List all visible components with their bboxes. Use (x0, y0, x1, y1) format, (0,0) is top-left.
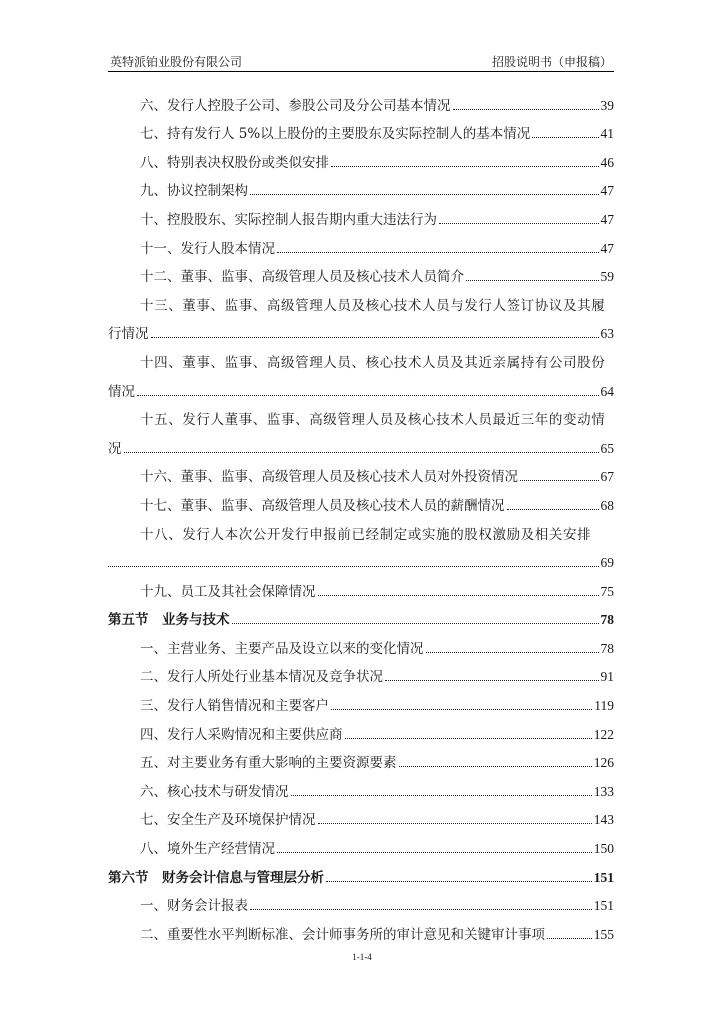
toc-leader-dots (385, 680, 599, 681)
toc-entry-title: 二、发行人所处行业基本情况及竞争状况 (140, 669, 383, 686)
toc-leader-dots (108, 566, 599, 567)
toc-leader-dots (466, 280, 599, 281)
toc-leader-dots (137, 395, 599, 396)
toc-leader-dots (547, 938, 592, 939)
toc-entry-title: 五、对主要业务有重大影响的主要资源要素 (140, 755, 397, 772)
toc-leader-dots (453, 109, 599, 110)
toc-leader-dots (520, 480, 599, 481)
toc-entry-page: 150 (593, 841, 614, 857)
toc-entry-title-line1: 十三、董事、监事、高级管理人员及核心技术人员与发行人签订协议及其履 (140, 297, 606, 314)
toc-entry-continuation[interactable] (108, 543, 614, 572)
toc-entry-page: 126 (593, 755, 614, 771)
toc-leader-dots (250, 194, 599, 195)
toc-entry[interactable] (108, 114, 614, 143)
toc-leader-dots (124, 452, 599, 453)
toc-entry-page: 59 (600, 269, 614, 285)
toc-entry-page: 47 (600, 183, 614, 199)
toc-leader-dots (331, 166, 599, 167)
toc-entry-page: 63 (600, 326, 614, 342)
toc-entry[interactable] (108, 342, 614, 371)
toc-leader-dots (277, 252, 599, 253)
toc-entry[interactable] (108, 85, 614, 114)
toc-entry[interactable] (108, 771, 614, 800)
toc-entry-page: 155 (593, 926, 614, 942)
toc-entry-page: 41 (600, 126, 614, 142)
toc-entry-page: 143 (593, 812, 614, 828)
toc-entry-page: 68 (600, 497, 614, 513)
toc-entry-title-line2: 行情况 (108, 326, 149, 343)
toc-leader-dots (331, 709, 592, 710)
company-name: 英特派铂业股份有限公司 (110, 55, 243, 69)
toc-entry-continuation[interactable] (108, 428, 614, 457)
toc-entry-page: 91 (600, 669, 614, 685)
toc-entry[interactable] (108, 571, 614, 600)
toc-entry-title: 八、特别表决权股份或类似安排 (140, 154, 329, 171)
toc-entry-title: 六、核心技术与研发情况 (140, 783, 289, 800)
toc-leader-dots (318, 595, 599, 596)
toc-entry[interactable] (108, 628, 614, 657)
toc-entry-title: 九、协议控制架构 (140, 183, 248, 200)
toc-entry[interactable] (108, 457, 614, 486)
toc-entry[interactable] (108, 714, 614, 743)
toc-entry-page: 78 (600, 612, 614, 628)
page-header (108, 50, 614, 72)
toc-leader-dots (439, 223, 599, 224)
toc-leader-dots (532, 137, 598, 138)
toc-entry[interactable] (108, 257, 614, 286)
toc-entry[interactable] (108, 171, 614, 200)
toc-section-heading[interactable] (108, 857, 614, 886)
toc-entry-title: 第六节 财务会计信息与管理层分析 (108, 869, 324, 886)
toc-entry[interactable] (108, 228, 614, 257)
toc-entry-page: 39 (600, 97, 614, 113)
toc-leader-dots (250, 909, 592, 910)
toc-entry-page: 151 (593, 869, 614, 885)
toc-leader-dots (426, 652, 599, 653)
toc-entry[interactable] (108, 485, 614, 514)
toc-entry-continuation[interactable] (108, 314, 614, 343)
toc-entry[interactable] (108, 285, 614, 314)
toc-leader-dots (151, 337, 599, 338)
toc-leader-dots (399, 766, 592, 767)
toc-entry[interactable] (108, 657, 614, 686)
toc-entry-title: 一、财务会计报表 (140, 898, 248, 915)
toc-entry-title: 六、发行人控股子公司、参股公司及分公司基本情况 (140, 97, 451, 114)
toc-entry-title-line1: 十八、发行人本次公开发行申报前已经制定或实施的股权激励及相关安排 (140, 526, 592, 543)
toc-entry-title-line1: 十五、发行人董事、监事、高级管理人员及核心技术人员最近三年的变动情 (140, 412, 606, 429)
toc-entry[interactable] (108, 400, 614, 429)
toc-entry-page: 78 (600, 640, 614, 656)
toc-entry[interactable] (108, 142, 614, 171)
toc-entry-title: 十九、员工及其社会保障情况 (140, 583, 316, 600)
toc-leader-dots (291, 795, 592, 796)
toc-entry-page: 119 (594, 698, 614, 714)
page-number: 1-1-4 (352, 952, 372, 962)
toc-entry-title: 十六、董事、监事、高级管理人员及核心技术人员对外投资情况 (140, 469, 518, 486)
toc-leader-dots (345, 738, 592, 739)
toc-entry-page: 151 (593, 898, 614, 914)
toc-entry-continuation[interactable] (108, 371, 614, 400)
toc-leader-dots (277, 852, 592, 853)
toc-entry-page: 65 (600, 440, 614, 456)
toc-entry-title: 十二、董事、监事、高级管理人员及核心技术人员简介 (140, 269, 464, 286)
toc-entry[interactable] (108, 800, 614, 829)
toc-leader-dots (232, 623, 599, 624)
toc-entry-title: 十一、发行人股本情况 (140, 240, 275, 257)
toc-entry-title: 四、发行人采购情况和主要供应商 (140, 726, 343, 743)
toc-leader-dots (326, 881, 592, 882)
toc-entry-page: 46 (600, 154, 614, 170)
toc-leader-dots (507, 509, 599, 510)
toc-entry-title-line2: 情况 (108, 383, 135, 400)
toc-entry-page: 67 (600, 469, 614, 485)
toc-entry-title: 三、发行人销售情况和主要客户 (140, 698, 329, 715)
toc-entry-title: 八、境外生产经营情况 (140, 841, 275, 858)
toc-entry-title: 七、安全生产及环境保护情况 (140, 812, 316, 829)
toc-entry-title-line1: 十四、董事、监事、高级管理人员、核心技术人员及其近亲属持有公司股份 (140, 354, 606, 371)
toc-entry[interactable] (108, 914, 614, 943)
toc-entry-page: 47 (600, 240, 614, 256)
toc-entry[interactable] (108, 743, 614, 772)
document-title: 招股说明书（申报稿） (491, 55, 612, 69)
toc-entry-title-line2: 况 (108, 440, 122, 457)
table-of-contents (108, 85, 614, 943)
toc-leader-dots (318, 823, 592, 824)
toc-entry-page: 75 (600, 583, 614, 599)
toc-entry[interactable] (108, 514, 614, 543)
toc-entry-title: 十、控股股东、实际控制人报告期内重大违法行为 (140, 211, 437, 228)
toc-entry[interactable] (108, 685, 614, 714)
toc-entry-page: 64 (600, 383, 614, 399)
toc-entry-page: 47 (600, 211, 614, 227)
toc-entry[interactable] (108, 886, 614, 915)
toc-entry-title: 七、持有发行人 5%以上股份的主要股东及实际控制人的基本情况 (140, 126, 531, 143)
toc-entry-title: 第五节 业务与技术 (108, 612, 230, 629)
toc-entry-page: 122 (593, 726, 614, 742)
toc-entry-page: 133 (593, 783, 614, 799)
toc-entry-title: 一、主营业务、主要产品及设立以来的变化情况 (140, 640, 424, 657)
toc-entry[interactable] (108, 199, 614, 228)
toc-entry-title: 二、重要性水平判断标准、会计师事务所的审计意见和关键审计事项 (140, 926, 545, 943)
toc-section-heading[interactable] (108, 600, 614, 629)
toc-entry[interactable] (108, 828, 614, 857)
toc-entry-title: 十七、董事、监事、高级管理人员及核心技术人员的薪酬情况 (140, 497, 505, 514)
toc-entry-page: 69 (600, 555, 614, 571)
